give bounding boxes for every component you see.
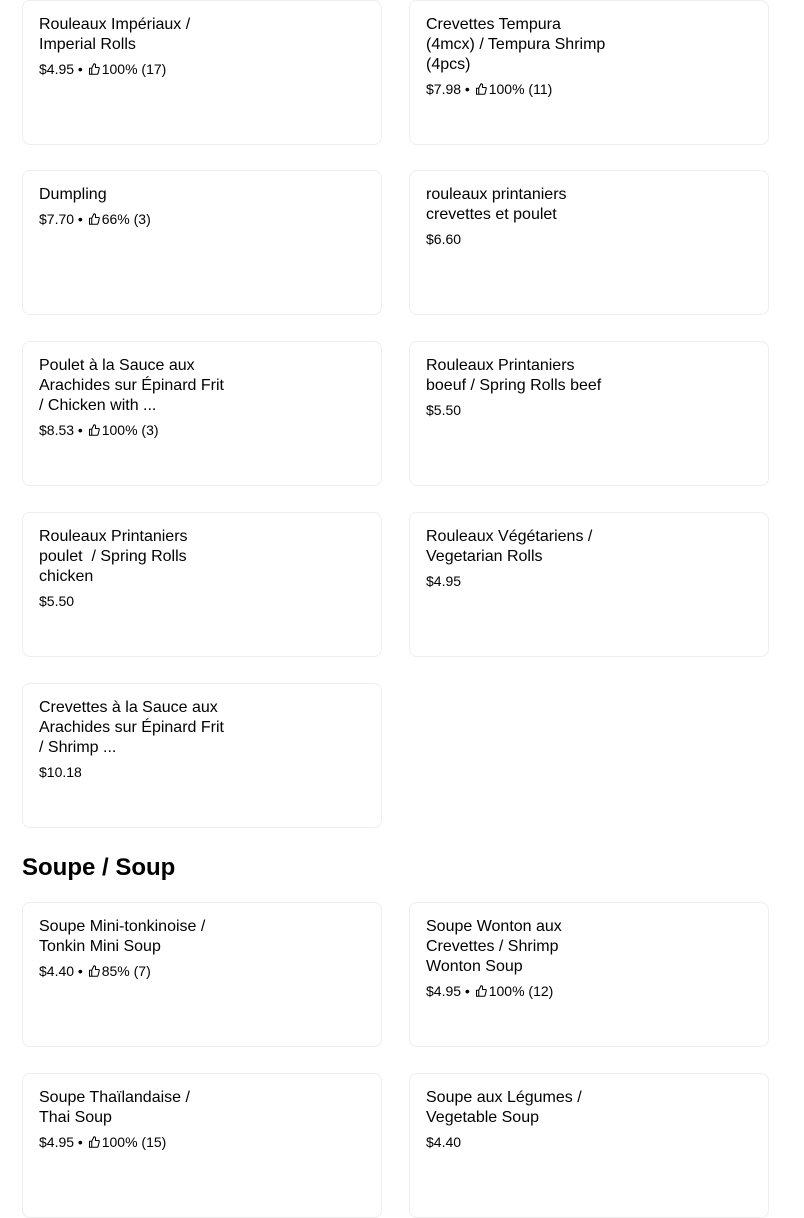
menu-item-card[interactable]	[409, 0, 769, 145]
menu-item-price: $4.95	[39, 1134, 75, 1150]
menu-item-price: $7.98	[426, 81, 462, 97]
menu-item-price: $4.40	[39, 963, 75, 979]
menu-item-price: $8.53	[39, 422, 75, 438]
menu-item-card[interactable]	[409, 902, 769, 1047]
menu-item-card[interactable]	[409, 1073, 769, 1218]
thumbs-up-icon	[88, 1136, 100, 1148]
menu-item-meta	[39, 592, 224, 610]
menu-item-name: Rouleaux Impériaux / Imperial Rolls $4.95 • 100% (17)	[39, 15, 224, 78]
menu-item-name: rouleaux printaniers crevettes et poulet $6.60	[426, 185, 611, 248]
menu-item-rating: 66% (3)	[101, 211, 151, 227]
menu-item-rating: 100% (3)	[101, 422, 159, 438]
menu-item-meta	[426, 572, 611, 590]
menu-item-price: $6.60	[426, 231, 462, 247]
menu-item-meta	[39, 763, 224, 781]
menu-item-rating: 100% (11)	[488, 81, 553, 97]
menu-item-card[interactable]	[22, 341, 382, 486]
thumbs-up-icon	[88, 213, 100, 225]
menu-item-name: Soupe aux Légumes / Vegetable Soup $4.40	[426, 1088, 611, 1151]
menu-item-meta	[426, 1133, 611, 1151]
menu-item-meta: $7.98 • 100% (11)	[426, 81, 553, 97]
thumbs-up-icon	[88, 965, 100, 977]
menu-item-meta: $4.95 • 100% (12)	[426, 983, 554, 999]
menu-item-meta: $7.70 • 66% (3)	[39, 211, 151, 227]
menu-item-name: Poulet à la Sauce aux Arachides sur Épinard Frit / Chicken with ... $8.53 • 100% (3)	[39, 357, 224, 438]
section-title-soup: Soupe / Soup	[22, 854, 176, 881]
thumbs-up-icon	[475, 83, 487, 95]
menu-item-card[interactable]	[22, 0, 382, 145]
menu-item-card[interactable]	[22, 1073, 382, 1218]
menu-item-meta: $8.53 • 100% (3)	[39, 422, 159, 438]
menu-item-price: $7.70	[39, 211, 75, 227]
menu-item-price: $4.40	[426, 1134, 462, 1150]
menu-item-rating: 85% (7)	[101, 963, 151, 979]
menu-item-card[interactable]	[409, 341, 769, 486]
thumbs-up-icon	[88, 424, 100, 436]
menu-item-name: Rouleaux Végétariens / Vegetarian Rolls $4.95	[426, 527, 611, 590]
menu-item-meta	[426, 401, 611, 419]
menu-item-rating: 100% (12)	[488, 983, 554, 999]
menu-item-card[interactable]	[22, 512, 382, 657]
menu-item-name: Soupe Mini-tonkinoise / Tonkin Mini Soup $4.40 • 85% (7)	[39, 917, 224, 980]
menu-item-price: $5.50	[39, 593, 75, 609]
menu-item-card[interactable]	[22, 170, 382, 315]
thumbs-up-icon	[475, 985, 487, 997]
menu-item-name: Soupe Wonton aux Crevettes / Shrimp Wonton Soup $4.95 • 100% (12)	[426, 917, 611, 1000]
menu-item-name: Crevettes à la Sauce aux Arachides sur Épinard Frit / Shrimp ... $10.18	[39, 699, 224, 780]
menu-item-price: $10.18	[39, 764, 82, 780]
menu-item-name: Crevettes Tempura (4mcx) / Tempura Shrimp (4pcs) $7.98 • 100% (11)	[426, 15, 611, 98]
menu-item-meta: $4.95 • 100% (15)	[39, 1134, 167, 1150]
menu-item-card[interactable]	[22, 683, 382, 828]
menu-item-card[interactable]	[22, 902, 382, 1047]
menu-item-name: Dumpling $7.70 • 66% (3)	[39, 185, 224, 228]
menu-item-rating: 100% (15)	[101, 1134, 167, 1150]
menu-item-price: $5.50	[426, 402, 462, 418]
menu-item-price: $4.95	[426, 983, 462, 999]
menu-item-rating: 100% (17)	[101, 61, 167, 77]
thumbs-up-icon	[88, 63, 100, 75]
menu-item-price: $4.95	[426, 573, 462, 589]
menu-item-name: Soupe Thaïlandaise / Thai Soup $4.95 • 100% (15)	[39, 1088, 224, 1151]
menu-item-card[interactable]	[409, 512, 769, 657]
menu-item-name: Rouleaux Printaniers poulet / Spring Rolls chicken $5.50	[39, 527, 224, 610]
menu-item-meta: $4.95 • 100% (17)	[39, 61, 167, 77]
menu-item-meta: $4.40 • 85% (7)	[39, 963, 151, 979]
menu-item-meta	[426, 230, 611, 248]
menu-item-name: Rouleaux Printaniers boeuf / Spring Rolls beef $5.50	[426, 356, 611, 419]
menu-item-price: $4.95	[39, 61, 75, 77]
menu-item-card[interactable]	[409, 170, 769, 315]
